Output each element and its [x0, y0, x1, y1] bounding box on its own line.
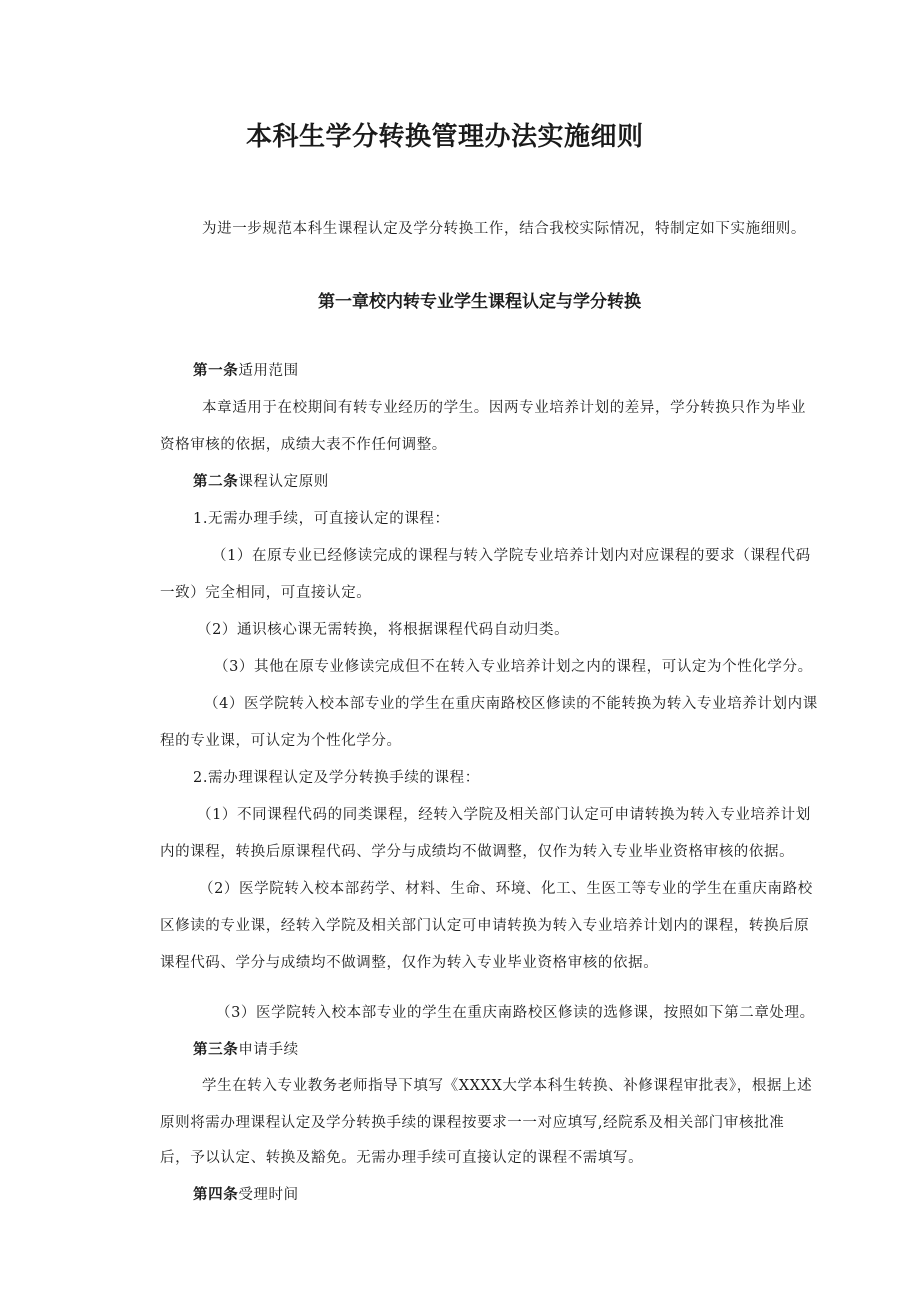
article-2-item-2-1-b: 内的课程，转换后原课程代码、学分与成绩均不做调整，仅作为转入专业毕业资格审核的依据。: [160, 844, 795, 860]
article-1-heading: [193, 361, 299, 381]
article-1-title: 适用范围: [238, 363, 299, 379]
article-3-heading: [193, 1040, 299, 1060]
intro-paragraph: 为进一步规范本科生课程认定及学分转换工作，结合我校实际情况，特制定如下实施细则。: [202, 221, 806, 237]
chapter-1-heading: 第一章校内转专业学生课程认定与学分转换: [318, 292, 641, 312]
article-1-line-2: 资格审核的依据，成绩大表不作任何调整。: [160, 437, 447, 453]
article-3-line-2: 原则将需办理课程认定及学分转换手续的课程按要求一一对应填写,经院系及相关部门审核批准: [160, 1115, 785, 1131]
article-1-label: 第一条: [193, 362, 239, 379]
article-2-item-1: 1.无需办理手续，可直接认定的课程：: [193, 511, 450, 527]
article-2-item-2-2-b: 区修读的专业课，经转入学院及相关部门认定可申请转换为转入专业培养计划内的课程，转换后原: [160, 918, 810, 934]
article-2-item-1-1-b: 一致）完全相同，可直接认定。: [160, 585, 372, 601]
article-2-item-2-1-a: （1）不同课程代码的同类课程，经转入学院及相关部门认定可申请转换为转入专业培养计划: [197, 807, 811, 823]
article-2-item-1-2: （2）通识核心课无需转换，将根据课程代码自动归类。: [197, 622, 570, 638]
article-2-item-1-4-a: （4）医学院转入校本部专业的学生在重庆南路校区修读的不能转换为转入专业培养计划内课: [204, 696, 818, 712]
article-2-item-2-2-c: 课程代码、学分与成绩均不做调整，仅作为转入专业毕业资格审核的依据。: [160, 955, 659, 971]
article-3-title: 申请手续: [238, 1042, 299, 1058]
article-2-item-1-4-b: 程的专业课，可认定为个性化学分。: [160, 733, 402, 749]
article-2-item-1-1-a: （1）在原专业已经修读完成的课程与转入学院专业培养计划内对应课程的要求（课程代码: [212, 548, 811, 564]
article-3-label: 第三条: [193, 1041, 239, 1058]
article-2-item-1-3: （3）其他在原专业修读完成但不在转入专业培养计划之内的课程，可认定为个性化学分。: [214, 659, 813, 675]
document-title: 本科生学分转换管理办法实施细则: [246, 122, 644, 152]
article-2-label: 第二条: [193, 473, 239, 490]
article-2-item-2: 2.需办理课程认定及学分转换手续的课程：: [193, 770, 480, 786]
article-2-heading: [193, 472, 329, 492]
article-3-line-1: 学生在转入专业教务老师指导下填写《XXXX大学本科生转换、补修课程审批表》，根据上述: [202, 1078, 813, 1094]
article-4-title: 受理时间: [238, 1187, 299, 1203]
article-2-item-2-3: （3）医学院转入校本部专业的学生在重庆南路校区修读的选修课，按照如下第二章处理。: [216, 1005, 815, 1021]
article-3-line-3: 后，予以认定、转换及豁免。无需办理手续可直接认定的课程不需填写。: [160, 1150, 644, 1166]
article-4-label: 第四条: [193, 1186, 239, 1203]
article-4-heading: [193, 1185, 299, 1205]
article-1-line-1: 本章适用于在校期间有转专业经历的学生。因两专业培养计划的差异，学分转换只作为毕业: [202, 400, 806, 416]
article-2-item-2-2-a: （2）医学院转入校本部药学、材料、生命、环境、化工、生医工等专业的学生在重庆南路校: [199, 881, 813, 897]
article-2-title: 课程认定原则: [238, 474, 329, 490]
